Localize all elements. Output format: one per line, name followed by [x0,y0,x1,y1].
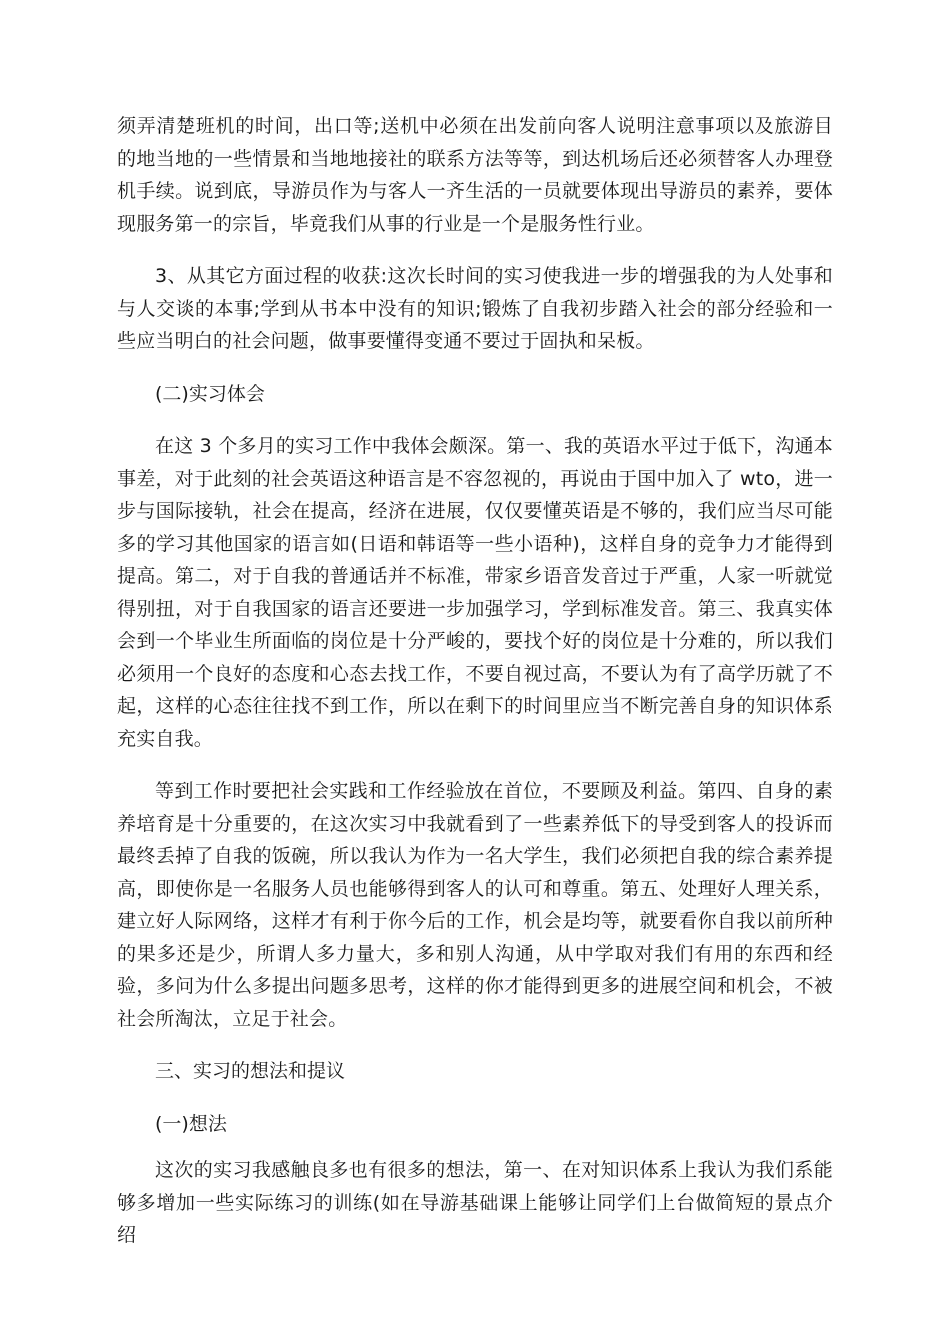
paragraph-spacer [117,240,833,260]
paragraph-spacer [117,1088,833,1108]
paragraph-spacer [117,1140,833,1154]
section-heading-ideas-suggestions: 三、实习的想法和提议 [155,1060,346,1082]
subsection-heading-ideas: (一)想法 [155,1112,227,1135]
paragraph-continued: 须弄清楚班机的时间，出口等;送机中必须在出发前向客人说明注意事项以及旅游目的地当地的一些情景和当地地接社的联系方法等等，到达机场后还必须替客人办理登机手续。说到底，导游员作为与客人一齐生活的一员就要体现出导游员的素养，要体现服务第一的宗旨，毕竟我们从事的行业是一个是服务性行业。 [117,115,833,235]
paragraph-spacer [117,358,833,378]
paragraph-spacer [117,755,833,775]
paragraph-spacer [117,1035,833,1055]
section-heading-internship-experience: (二)实习体会 [155,382,265,405]
paragraph-experience-detail: 在这 3 个多月的实习工作中我体会颇深。第一、我的英语水平过于低下，沟通本事差，对于此刻的社会英语这种语言是不容忽视的，再说由于国中加入了 wto，进一步与国际接轨，社会在提高，经济在进展，仅仅要懂英语是不够的，我们应当尽可能多的学习其他国家的语言如(日语和韩语等一些小语种)，这样自身的竞争力才能得到提高。第二，对于自我的普通话并不标准，带家乡语音发音过于严重，人家一听就觉得别扭，对于自我国家的语言还要进一步加强学习，学到标准发音。第三、我真实体会到一个毕业生所面临的岗位是十分严峻的，要找个好的岗位是十分难的，所以我们必须用一个良好的态度和心态去找工作，不要自视过高，不要认为有了高学历就了不起，这样的心态往往找不到工作，所以在剩下的时间里应当不断完善自身的知识体系充实自我。 [117,435,833,750]
paragraph-work-priorities: 等到工作时要把社会实践和工作经验放在首位，不要顾及利益。第四、自身的素养培育是十分重要的，在这次实习中我就看到了一些素养低下的导受到客人的投诉而最终丢掉了自我的饭碗，所以我认为作为一名大学生，我们必须把自我的综合素养提高，即使你是一名服务人员也能够得到客人的认可和尊重。第五、处理好人理关系，建立好人际网络，这样才有利于你今后的工作，机会是均等，就要看你自我以前所种的果多还是少，所谓人多力量大，多和别人沟通，从中学取对我们有用的东西和经验，多问为什么多提出问题多思考，这样的你才能得到更多的进展空间和机会，不被社会所淘汰，立足于社会。 [117,780,833,1030]
paragraph-other-gains: 3、从其它方面过程的收获:这次长时间的实习使我进一步的增强我的为人处事和与人交谈的本事;学到从书本中没有的知识;锻炼了自我初步踏入社会的部分经验和一些应当明白的社会问题，做事要懂得变通不要过于固执和呆板。 [117,265,833,352]
paragraph-ideas-detail: 这次的实习我感触良多也有很多的想法，第一、在对知识体系上我认为我们系能够多增加一些实际练习的训练(如在导游基础课上能够让同学们上台做简短的景点介绍 [117,1159,833,1246]
paragraph-spacer [117,410,833,430]
document-body [117,110,833,1252]
